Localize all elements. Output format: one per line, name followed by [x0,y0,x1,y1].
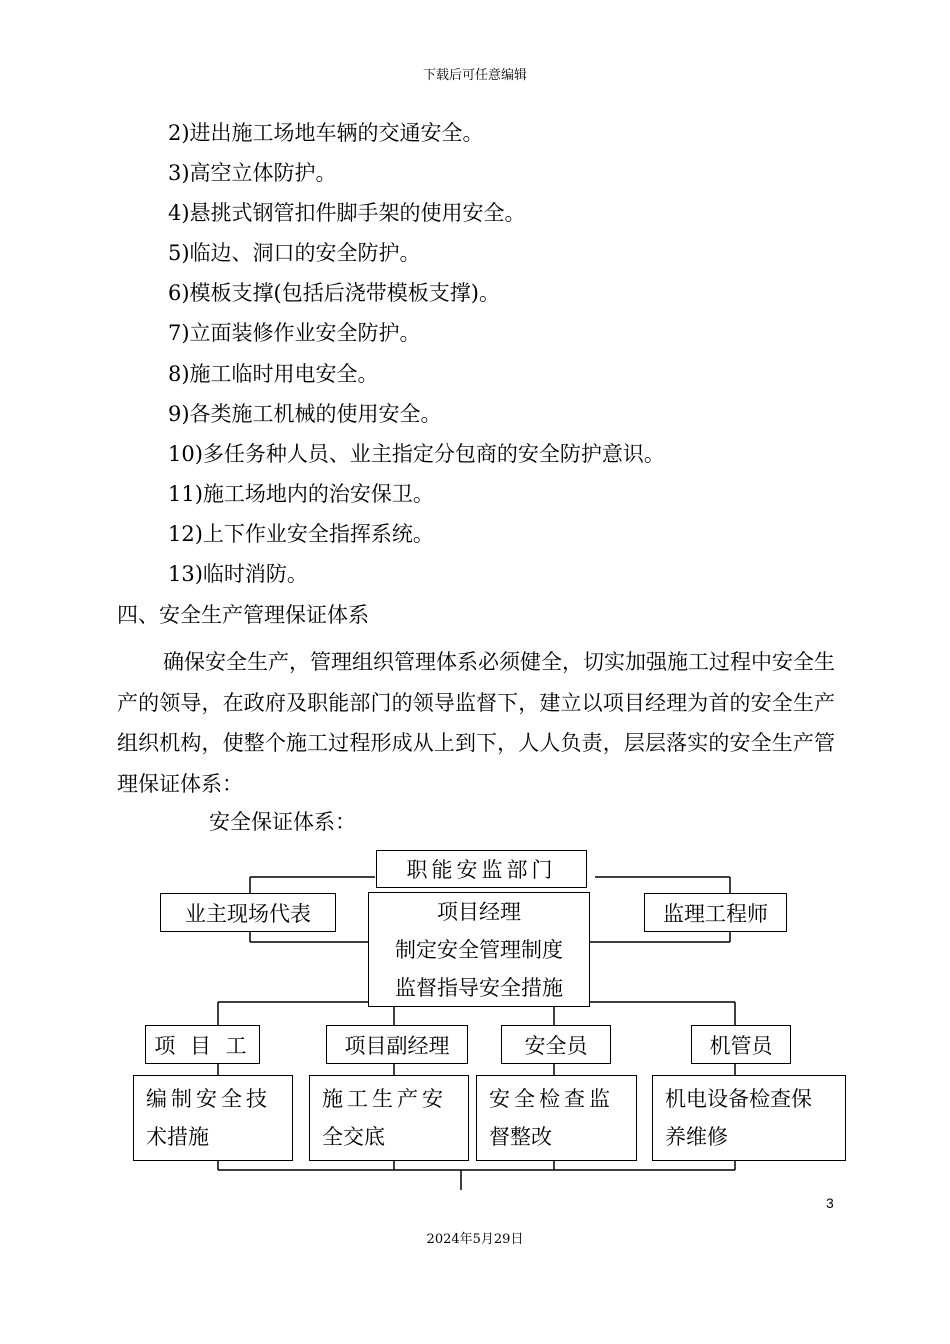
list-item: 10)多任务种人员、业主指定分包商的安全防护意识。 [168,442,665,466]
list-item: 8)施工临时用电安全。 [168,362,379,386]
supervisor-box: 监理工程师 [644,893,787,932]
duty-line: 机电设备检查保 [665,1087,812,1111]
duty-line: 编制安全技 [146,1087,271,1111]
duty-line: 全交底 [322,1125,385,1149]
section-heading: 四、安全生产管理保证体系 [117,603,369,627]
duty-box [309,1075,469,1161]
list-item: 6)模板支撑(包括后浇带模板支撑)。 [168,281,500,305]
role-box-machinery: 机管员 [691,1025,791,1064]
duty-box [476,1075,637,1161]
duty-line: 督整改 [489,1125,552,1149]
duty-line: 术措施 [146,1125,209,1149]
paragraph-text: 确保安全生产，管理组织管理体系必须健全，切实加强施工过程中安全生产的领导，在政府及职能部门的领导监督下，建立以项目经理为首的安全生产组织机构，使整个施工过程形成从上到下，人人负责，层层落实的安全生产管理保证体系： [117,650,835,796]
list-item: 7)立面装修作业安全防护。 [168,321,421,345]
list-item: 9)各类施工机械的使用安全。 [168,402,442,426]
page-header: 下载后可任意编辑 [422,68,527,83]
duty-box [652,1075,846,1161]
project-manager-box [368,892,590,1007]
pm-duty-1: 制定安全管理制度 [395,937,563,962]
safety-dept-box: 职能安监部门 [376,850,587,888]
list-item: 11)施工场地内的治安保卫。 [168,482,434,506]
role-box-deputy: 项目副经理 [326,1025,468,1064]
page-footer-date: 2024年5月29日 [426,1232,524,1247]
list-item: 3)高空立体防护。 [168,161,337,185]
owner-rep-box: 业主现场代表 [160,893,336,932]
duty-line: 施工生产安 [322,1087,447,1111]
page-number: 3 [826,1195,834,1211]
role-box-engineer: 项 目 工 [145,1025,260,1064]
pm-title: 项目经理 [437,899,521,924]
duty-line: 养维修 [665,1125,728,1149]
list-item: 13)临时消防。 [168,562,308,586]
list-item: 4)悬挑式钢管扣件脚手架的使用安全。 [168,201,526,225]
diagram-label: 安全保证体系： [209,810,356,834]
duty-line: 安全检查监 [489,1087,614,1111]
pm-duty-2: 监督指导安全措施 [395,975,563,1000]
role-box-safety-officer: 安全员 [501,1025,611,1064]
duty-box [133,1075,293,1161]
list-item: 5)临边、洞口的安全防护。 [168,241,421,265]
list-item: 2)进出施工场地车辆的交通安全。 [168,121,484,145]
list-item: 12)上下作业安全指挥系统。 [168,522,434,546]
